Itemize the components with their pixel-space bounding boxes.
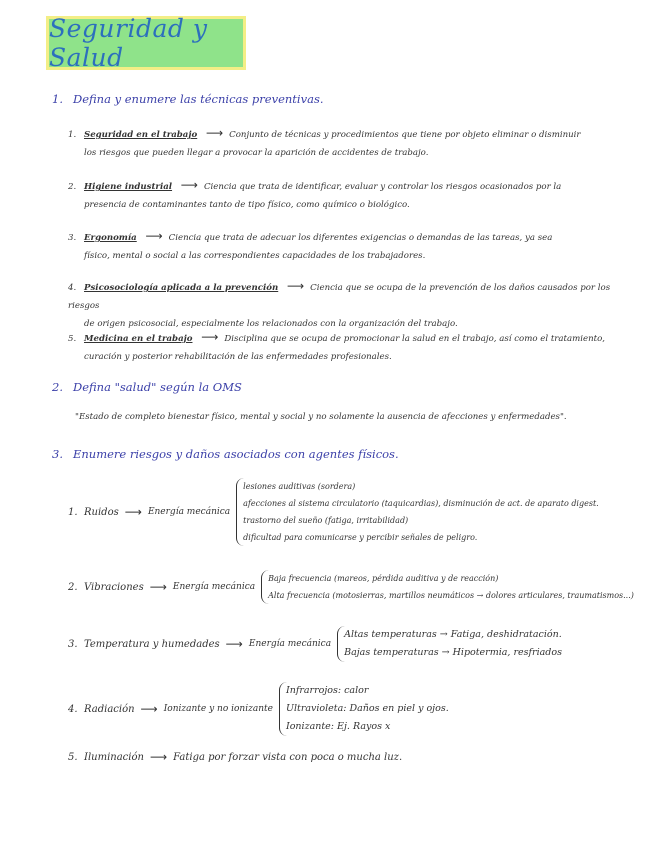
risk-energy: Fatiga por forzar vista con poca o mucha luz.: [173, 751, 403, 763]
item-number: 5.: [68, 751, 78, 763]
item-term: Higiene industrial: [84, 182, 173, 192]
item-number: 2.: [68, 581, 78, 593]
effects-brace: [337, 626, 562, 662]
section-heading-text: Defina "salud" según la OMS: [72, 380, 242, 394]
arrow-icon: ⟶: [149, 580, 167, 594]
arrow-icon: ⟶: [205, 126, 224, 140]
risk-energy: Ionizante y no ionizante: [163, 704, 273, 714]
risk-item: [68, 750, 402, 764]
arrow-icon: ⟶: [286, 279, 305, 293]
risk-item: [68, 570, 634, 604]
effect-line: Bajas temperaturas → Hipotermia, resfriados: [344, 647, 562, 658]
technique-item: [68, 227, 616, 265]
risk-energy: Energía mecánica: [248, 639, 332, 649]
arrow-icon: ⟶: [124, 505, 142, 519]
effect-line: afecciones al sistema circulatorio (taquicardias), disminución de act. de aparato digest.: [243, 499, 599, 508]
item-number: 1.: [68, 130, 77, 140]
item-term: Seguridad en el trabajo: [84, 130, 198, 140]
arrow-icon: ⟶: [201, 330, 219, 344]
effect-line: Ultravioleta: Daños en piel y ojos.: [285, 703, 449, 714]
item-term: Psicosociología aplicada a la prevención: [84, 283, 279, 293]
risk-name: Radiación: [84, 703, 135, 715]
item-text: de origen psicosocial, especialmente los relacionados con la organización del trabajo.: [84, 319, 458, 329]
risk-energy: Energía mecánica: [147, 507, 231, 517]
technique-item: [68, 124, 616, 162]
technique-item: [68, 328, 616, 366]
section-number: 2.: [52, 380, 63, 394]
section-heading-3: [52, 447, 399, 461]
arrow-icon: ⟶: [149, 750, 168, 764]
item-text: curación y posterior rehabilitación de las enfermedades profesionales.: [84, 352, 392, 362]
item-text: Ciencia que se ocupa de la prevención de los daños causados por los riesgos: [68, 283, 611, 311]
item-text: Disciplina que se ocupa de promocionar la salud en el trabajo, así como el tratamiento,: [224, 334, 605, 344]
arrow-icon: ⟶: [140, 702, 158, 716]
effect-line: Alta frecuencia (motosierras, martillos neumáticos → dolores articulares, traumatismos...): [268, 591, 634, 600]
risk-name: Ruidos: [84, 506, 119, 518]
risk-label: [68, 704, 135, 715]
arrow-icon: ⟶: [225, 637, 243, 651]
item-text: físico, mental o social a las correspondientes capacidades de los trabajadores.: [84, 251, 426, 261]
effect-line: Altas temperaturas → Fatiga, deshidratación.: [344, 629, 562, 640]
item-text: Conjunto de técnicas y procedimientos que tiene por objeto eliminar o disminuir: [229, 130, 581, 140]
risk-label: [68, 639, 220, 650]
effect-line: Infrarrojos: calor: [285, 685, 369, 696]
section-number: 3.: [52, 447, 63, 461]
title-banner: [46, 16, 246, 70]
risk-energy: Energía mecánica: [172, 582, 256, 592]
effect-line: trastorno del sueño (fatiga, irritabilidad): [243, 516, 409, 525]
section-number: 1.: [52, 92, 63, 106]
item-number: 1.: [68, 506, 78, 518]
section-heading-2: [52, 380, 242, 394]
effect-line: Baja frecuencia (mareos, pérdida auditiva y de reacción): [268, 574, 499, 583]
risk-name: Iluminación: [84, 751, 144, 763]
effects-brace: [261, 570, 634, 604]
risk-label: [68, 752, 144, 763]
section-heading-1: [52, 92, 324, 106]
item-text: Ciencia que trata de adecuar los diferentes exigencias o demandas de las tareas, ya sea: [168, 233, 553, 243]
effects-brace: [279, 682, 449, 736]
item-number: 2.: [68, 182, 77, 192]
effect-line: Ionizante: Ej. Rayos x: [285, 721, 391, 732]
item-text: Ciencia que trata de identificar, evaluar y controlar los riesgos ocasionados por la: [203, 182, 562, 192]
risk-label: [68, 582, 144, 593]
risk-item: [68, 626, 562, 662]
risk-label: [68, 507, 119, 518]
arrow-icon: ⟶: [180, 178, 198, 192]
item-number: 3.: [68, 233, 77, 243]
risk-item: [68, 478, 599, 546]
page-title: Seguridad y Salud: [49, 14, 208, 72]
risk-name: Vibraciones: [84, 581, 144, 593]
item-text: presencia de contaminantes tanto de tipo físico, como químico o biológico.: [84, 200, 410, 210]
item-number: 3.: [68, 638, 78, 650]
section-heading-text: Enumere riesgos y daños asociados con agentes físicos.: [72, 447, 399, 461]
arrow-icon: ⟶: [145, 229, 163, 243]
effect-line: dificultad para comunicarse y percibir señales de peligro.: [243, 533, 478, 542]
risk-name: Temperatura y humedades: [84, 638, 220, 650]
technique-item: [68, 176, 616, 214]
item-term: Medicina en el trabajo: [84, 334, 193, 344]
technique-item: [68, 277, 616, 333]
item-number: 5.: [68, 334, 77, 344]
section-heading-text: Defina y enumere las técnicas preventivas.: [72, 92, 324, 106]
who-definition: "Estado de completo bienestar físico, mental y social y no solamente la ausencia de afecciones y enfermedades".: [75, 412, 567, 422]
effect-line: lesiones auditivas (sordera): [243, 482, 356, 491]
item-number: 4.: [68, 283, 77, 293]
effects-brace: [236, 478, 599, 546]
item-number: 4.: [68, 703, 78, 715]
item-text: los riesgos que pueden llegar a provocar la aparición de accidentes de trabajo.: [84, 148, 429, 158]
item-term: Ergonomía: [84, 233, 137, 243]
risk-item: [68, 682, 449, 736]
